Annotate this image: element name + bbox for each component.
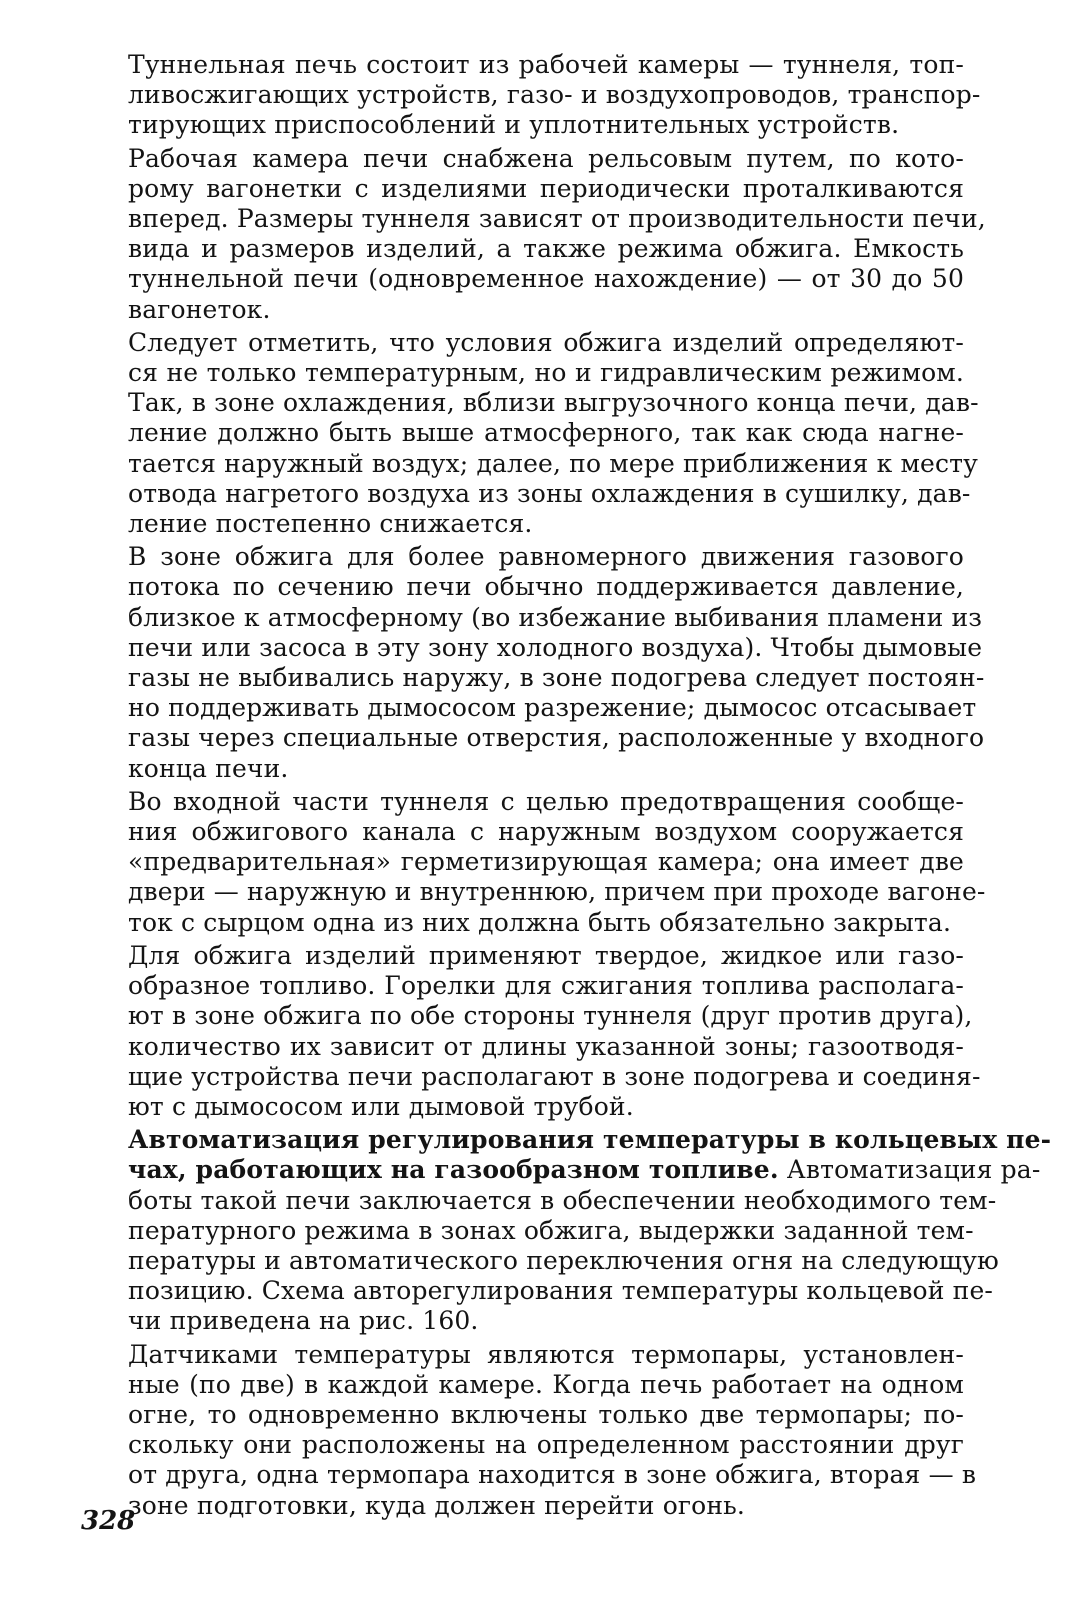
text-line: ление постепенно снижается. — [128, 509, 533, 539]
text-line: туннельной печи (одновременное нахождение) — от 30 до 50 — [128, 264, 964, 294]
paragraph-6 — [128, 940, 981, 1122]
paragraph-4 — [128, 542, 985, 784]
text-line: скольку они расположены на определенном расстоянии друг — [128, 1430, 964, 1460]
section-heading: Автоматизация регулирования температуры в кольцевых пе- — [128, 1125, 1052, 1155]
text-line: близкое к атмосферному (во избежание выбивания пламени из — [128, 602, 983, 632]
text-line: от друга, одна термопара находится в зоне обжига, вторая — в — [128, 1460, 977, 1490]
text-line: тирующих приспособлений и уплотнительных устройств. — [128, 110, 900, 140]
page-body — [128, 50, 1052, 1521]
text-line: печи или засоса в эту зону холодного воздуха). Чтобы дымовые — [128, 632, 983, 662]
text-line: отвода нагретого воздуха из зоны охлаждения в сушилку, дав- — [128, 478, 971, 508]
text-line: газы не выбивались наружу, в зоне подогрева следует постоян- — [128, 663, 985, 693]
paragraph-3 — [128, 327, 979, 539]
text-line: ния обжигового канала с наружным воздухом сооружается — [128, 817, 964, 847]
text-line: вперед. Размеры туннеля зависят от производительности печи, — [128, 204, 986, 234]
text-line — [128, 1155, 1041, 1185]
text-line: ют в зоне обжига по обе стороны туннеля (друг против друга), — [128, 1001, 973, 1031]
text-line: Так, в зоне охлаждения, вблизи выгрузочного конца печи, дав- — [128, 388, 979, 418]
page-number: 328 — [81, 1506, 136, 1536]
text-line: «предварительная» герметизирующая камера; она имеет две — [128, 847, 964, 877]
text-line: Следует отметить, что условия обжига изделий определяют- — [128, 327, 964, 357]
text-line: тается наружный воздух; далее, по мере приближения к месту — [128, 448, 978, 478]
text-line: В зоне обжига для более равномерного движения газового — [128, 542, 964, 572]
text-line: ливосжигающих устройств, газо- и воздухопроводов, транспор- — [128, 80, 981, 110]
text-run: Автоматизация ра- — [778, 1155, 1041, 1185]
text-line: огне, то одновременно включены только две термопары; по- — [128, 1399, 964, 1429]
paragraph-2 — [128, 143, 986, 325]
text-line: но поддерживать дымососом разрежение; дымосос отсасывает — [128, 693, 977, 723]
text-line: позицию. Схема авторегулирования температуры кольцевой пе- — [128, 1276, 994, 1306]
text-line: вагонеток. — [128, 294, 271, 324]
text-line: конца печи. — [128, 753, 289, 783]
paragraph-7 — [128, 1125, 1052, 1336]
text-line: потока по сечению печи обычно поддерживается давление, — [128, 572, 964, 602]
text-line: Туннельная печь состоит из рабочей камеры — туннеля, топ- — [128, 50, 964, 79]
paragraph-8 — [128, 1339, 977, 1521]
text-line: чи приведена на рис. 160. — [128, 1306, 479, 1336]
paragraph-5 — [128, 786, 986, 938]
text-line: пературы и автоматического переключения огня на следующую — [128, 1245, 999, 1275]
text-line: ток с сырцом одна из них должна быть обязательно закрыта. — [128, 907, 952, 937]
text-line: Для обжига изделий применяют твердое, жидкое или газо- — [128, 940, 964, 970]
paragraph-1 — [128, 50, 981, 141]
text-line: вида и размеров изделий, а также режима обжига. Емкость — [128, 234, 964, 264]
text-line: ные (по две) в каждой камере. Когда печь работает на одном — [128, 1369, 964, 1399]
text-line: боты такой печи заключается в обеспечении необходимого тем- — [128, 1185, 997, 1215]
text-line: пературного режима в зонах обжига, выдержки заданной тем- — [128, 1215, 974, 1245]
text-line: ют с дымососом или дымовой трубой. — [128, 1091, 634, 1121]
text-line: образное топливо. Горелки для сжигания топлива располага- — [128, 971, 964, 1001]
text-line: ся не только температурным, но и гидравлическим режимом. — [128, 358, 964, 388]
text-line: Во входной части туннеля с целью предотвращения сообще- — [128, 786, 964, 816]
text-line: двери — наружную и внутреннюю, причем при проходе вагоне- — [128, 877, 986, 907]
text-line: рому вагонетки с изделиями периодически проталкиваются — [128, 173, 964, 203]
section-heading: чах, работающих на газообразном топливе. — [128, 1155, 779, 1185]
text-line: ление должно быть выше атмосферного, так как сюда нагне- — [128, 418, 964, 448]
text-line: газы через специальные отверстия, расположенные у входного — [128, 723, 985, 753]
text-line: зоне подготовки, куда должен перейти огонь. — [128, 1490, 746, 1520]
text-line: количество их зависит от длины указанной зоны; газоотводя- — [128, 1031, 964, 1061]
text-line: Рабочая камера печи снабжена рельсовым путем, по кото- — [128, 143, 964, 173]
text-line: Датчиками температуры являются термопары, установлен- — [128, 1339, 964, 1369]
text-line — [128, 1125, 1052, 1155]
text-line: щие устройства печи располагают в зоне подогрева и соединя- — [128, 1061, 981, 1091]
